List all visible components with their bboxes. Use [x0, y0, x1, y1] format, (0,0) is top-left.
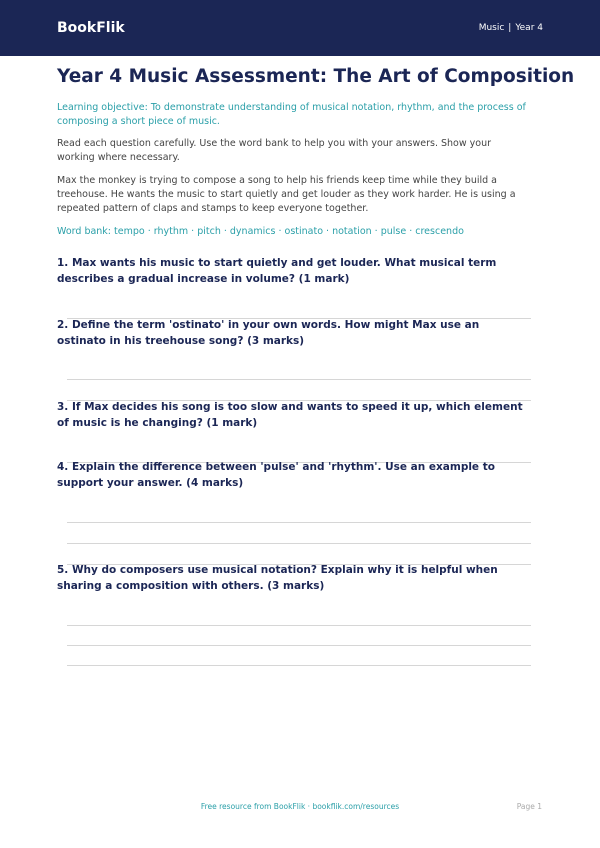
brand-logo-text[interactable]: BookFlik	[57, 20, 125, 36]
breadcrumb-year: Year 4	[515, 23, 543, 33]
learning-objective: Learning objective: To demonstrate understanding of musical notation, rhythm, and the process of composing a short piece of music.	[57, 102, 526, 127]
page-footer	[0, 802, 600, 814]
answer-line[interactable]	[67, 665, 531, 666]
worksheet-intro	[57, 64, 575, 239]
answer-line[interactable]	[67, 625, 531, 626]
page-number: Page 1	[516, 802, 542, 811]
question-2: 2. Define the term 'ostinato' in your own words. How might Max use an ostinato in his treehouse song? (3 marks)	[57, 319, 480, 347]
question-5: 5. Why do composers use musical notation? Explain why it is helpful when sharing a composition with others. (3 marks)	[57, 564, 498, 592]
answer-line[interactable]	[67, 645, 531, 646]
question-1: 1. Max wants his music to start quietly and get louder. What musical term describes a gradual increase in volume? (1 mark)	[57, 257, 497, 285]
instructions-text: Read each question carefully. Use the word bank to help you with your answers. Show your working where necessary.	[57, 138, 492, 163]
footer-source-link[interactable]: Free resource from BookFlik · bookflik.com/resources	[200, 802, 400, 811]
answer-line[interactable]	[67, 379, 531, 380]
question-4: 4. Explain the difference between 'pulse' and 'rhythm'. Use an example to support your answer. (4 marks)	[57, 461, 495, 489]
breadcrumb	[479, 23, 543, 33]
word-bank: Word bank: tempo · rhythm · pitch · dynamics · ostinato · notation · pulse · crescendo	[57, 226, 464, 237]
answer-line[interactable]	[67, 543, 531, 544]
breadcrumb-subject: Music	[478, 23, 505, 33]
page-title: Year 4 Music Assessment: The Art of Composition	[57, 66, 575, 87]
question-3: 3. If Max decides his song is too slow and wants to speed it up, which element of music is he changing? (1 mark)	[57, 401, 523, 429]
answer-line[interactable]	[67, 522, 531, 523]
scenario-text: Max the monkey is trying to compose a song to help his friends keep time while they build a treehouse. He wants the music to start quietly and get louder as they work harder. He is using a repeated pattern of claps and stamps to keep everyone together.	[57, 175, 516, 214]
header-bar	[0, 0, 600, 56]
breadcrumb-separator: |	[508, 23, 512, 33]
